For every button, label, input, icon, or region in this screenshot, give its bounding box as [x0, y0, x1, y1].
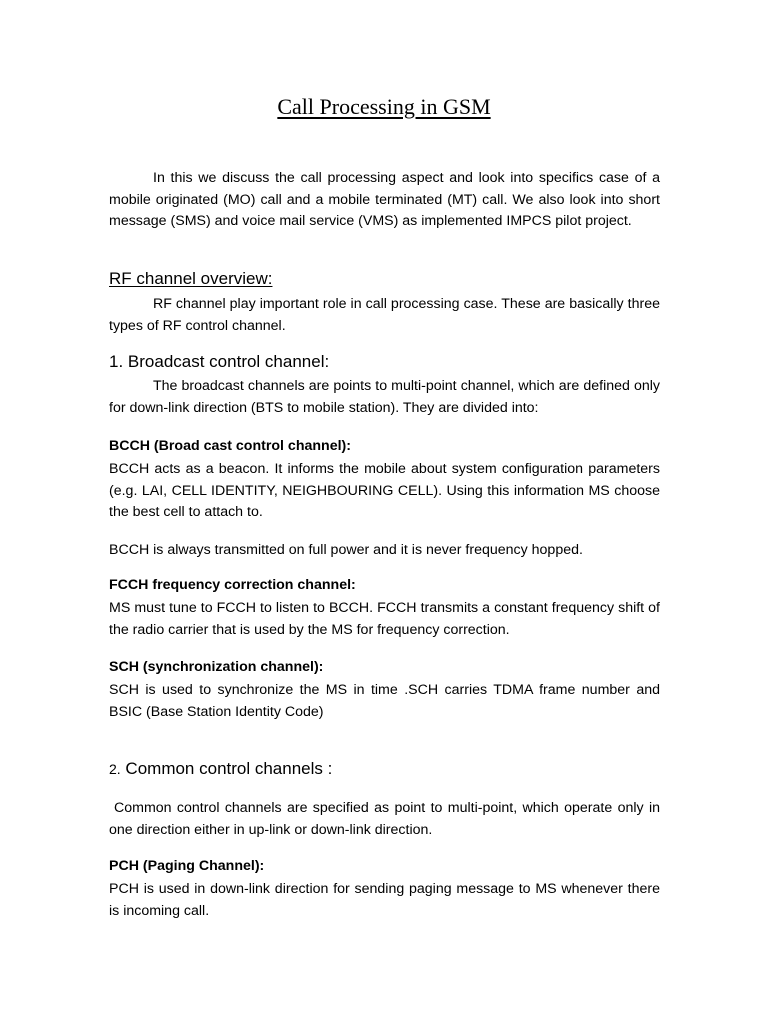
common-title: Common control channels : — [125, 759, 333, 778]
sch-heading: SCH (synchronization channel): — [109, 659, 324, 675]
broadcast-heading — [109, 352, 329, 372]
fcch-paragraph: MS must tune to FCCH to listen to BCCH. FCCH transmits a constant frequency shift of the radio carrier that is used by the MS for frequency correction. — [109, 600, 660, 638]
intro-paragraph: In this we discuss the call processing aspect and look into specifics case of a mobile originated (MO) call and a mobile terminated (MT) call. We also look into short message (SMS) and voice mail service (VMS) as implemented IMPCS pilot project. — [109, 170, 660, 229]
pch-paragraph: PCH is used in down-link direction for sending paging message to MS whenever there is incoming call. — [109, 881, 660, 919]
common-number: 2. — [109, 761, 121, 777]
bcch-heading: BCCH (Broad cast control channel): — [109, 438, 351, 454]
bcch-paragraph: BCCH acts as a beacon. It informs the mobile about system configuration parameters (e.g. LAI, CELL IDENTITY, NEIGHBOURING CELL). Using this information MS choose the best cell to attach to. — [109, 461, 660, 520]
document-title: Call Processing in GSM — [277, 94, 491, 119]
sch-paragraph: SCH is used to synchronize the MS in time .SCH carries TDMA frame number and BSIC (Base Station Identity Code) — [109, 682, 660, 720]
rf-overview-paragraph: RF channel play important role in call processing case. These are basically three types of RF control channel. — [109, 296, 660, 334]
rf-overview-heading: RF channel overview: — [109, 269, 273, 288]
pch-heading: PCH (Paging Channel): — [109, 858, 265, 874]
bcch-paragraph-2: BCCH is always transmitted on full power and it is never frequency hopped. — [109, 542, 583, 558]
common-paragraph: Common control channels are specified as point to multi-point, which operate only in one direction either in up-link or down-link direction. — [109, 800, 660, 838]
broadcast-paragraph: The broadcast channels are points to multi-point channel, which are defined only for down-link direction (BTS to mobile station). They are divided into: — [109, 378, 660, 416]
broadcast-title: Broadcast control channel: — [127, 352, 330, 371]
broadcast-number: 1. — [109, 352, 124, 371]
fcch-heading: FCCH frequency correction channel: — [109, 577, 356, 593]
common-heading — [109, 759, 332, 779]
